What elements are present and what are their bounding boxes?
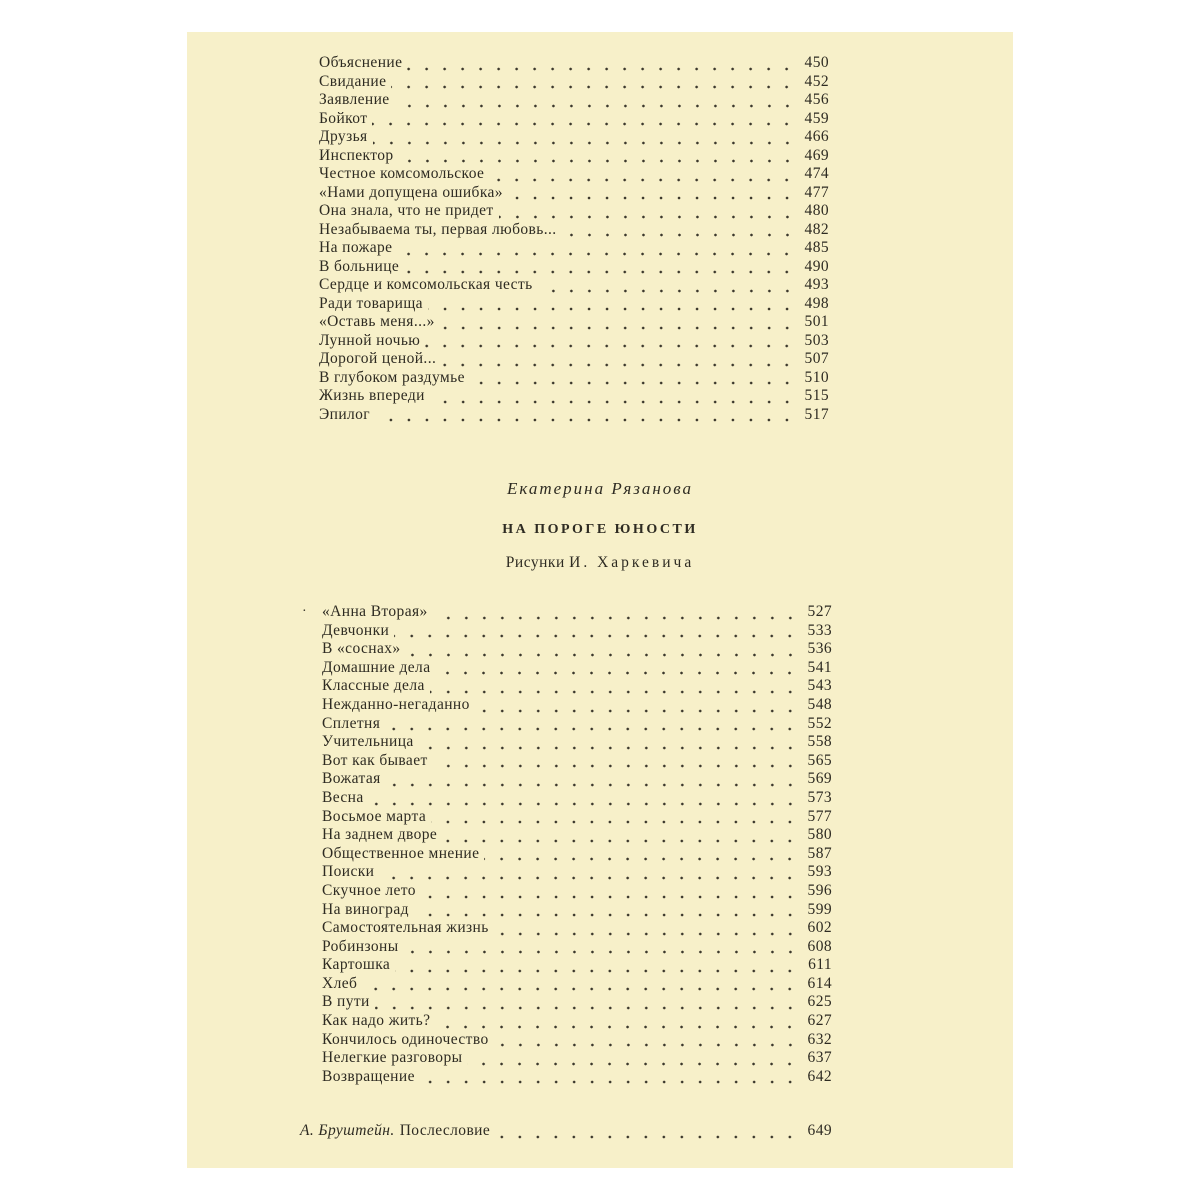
toc-entry — [319, 221, 829, 240]
toc-entry-page: 456 — [804, 91, 829, 108]
dot-leader — [420, 1068, 799, 1086]
toc-entry-page: 587 — [807, 844, 832, 862]
dot-leader — [433, 752, 799, 770]
dot-leader — [489, 166, 796, 184]
toc-entry-page: 552 — [807, 714, 832, 732]
dot-leader — [538, 277, 796, 295]
toc-entry-page: 517 — [804, 405, 829, 423]
toc-entry-title: Сердце и комсомольская честь — [319, 276, 533, 293]
toc-entry — [319, 165, 829, 184]
dot-leader — [430, 388, 796, 406]
dot-leader — [475, 697, 799, 715]
toc-entry — [322, 845, 832, 864]
toc-entry — [319, 91, 829, 110]
toc-entry-title: Эпилог — [319, 405, 371, 423]
toc-entry-page: 490 — [804, 257, 829, 275]
toc-entry — [322, 715, 832, 734]
toc-entry-page: 450 — [804, 54, 829, 71]
toc-entry-page: 536 — [807, 640, 832, 658]
dot-leader — [435, 1013, 799, 1031]
dot-leader — [433, 604, 799, 622]
toc-entry — [322, 622, 832, 641]
dot-leader — [467, 1050, 799, 1068]
toc-entry-page: 577 — [807, 807, 832, 825]
dot-leader — [431, 808, 799, 826]
toc-entry-page: 498 — [804, 294, 829, 312]
dot-leader — [362, 975, 799, 993]
toc-entry-page: 565 — [807, 751, 832, 769]
toc-entry — [322, 808, 832, 827]
dot-leader — [442, 827, 799, 845]
toc-entry — [322, 659, 832, 678]
toc-entry-page: 573 — [807, 788, 832, 806]
print-speck: · — [302, 604, 307, 619]
toc-entry-page: 480 — [804, 202, 829, 219]
toc-entry-page: 642 — [807, 1067, 832, 1085]
toc-entry — [319, 295, 829, 314]
toc-entry-title: Робинзоны — [322, 937, 399, 955]
toc-entry-page: 503 — [804, 331, 829, 349]
dot-leader — [379, 864, 799, 882]
toc-entry-title: Учительница — [322, 733, 414, 751]
dot-leader — [406, 641, 799, 659]
toc-entry-title: Возвращение — [322, 1067, 415, 1085]
toc-entry — [322, 882, 832, 901]
toc-entry-title: В больнице — [319, 257, 400, 275]
toc-entry — [319, 73, 829, 92]
toc-list-part2 — [322, 603, 832, 1086]
toc-entry-title: Вожатая — [322, 770, 381, 788]
toc-entry-title: Честное комсомольское — [319, 165, 485, 182]
dot-leader — [414, 901, 799, 919]
toc-entry — [319, 184, 829, 203]
section-author: Екатерина Рязанова — [506, 479, 694, 498]
toc-entry-title: Весна — [322, 788, 364, 806]
dot-leader — [397, 240, 796, 258]
dot-leader — [562, 221, 796, 239]
toc-entry — [319, 406, 829, 425]
section-book-title: НА ПОРОГЕ ЮНОСТИ — [502, 522, 698, 537]
toc-entry — [322, 677, 832, 696]
toc-entry — [322, 1068, 832, 1087]
dot-leader — [372, 110, 796, 128]
toc-entry-page: 599 — [807, 900, 832, 918]
afterword-entry — [300, 1121, 832, 1141]
toc-entry — [322, 938, 832, 957]
toc-entry-page: 485 — [804, 239, 829, 256]
toc-entry — [319, 202, 829, 221]
toc-entry-title: Заявление — [319, 91, 390, 108]
dot-leader — [407, 55, 796, 73]
toc-entry — [319, 369, 829, 388]
toc-entry — [322, 733, 832, 752]
toc-entry-title: «Оставь меня...» — [319, 313, 435, 330]
dot-leader — [394, 622, 799, 640]
toc-entry-page: 507 — [804, 350, 829, 367]
dot-leader — [385, 715, 799, 733]
toc-entry-title: На пожаре — [319, 239, 393, 256]
afterword-page: 649 — [807, 1122, 832, 1139]
illustrations-credit — [187, 554, 1013, 572]
toc-entry-page: 543 — [807, 677, 832, 695]
toc-entry-page: 469 — [804, 146, 829, 164]
toc-entry — [319, 332, 829, 351]
dot-leader — [484, 845, 799, 863]
toc-entry — [322, 789, 832, 808]
toc-entry-title: Друзья — [319, 128, 368, 145]
toc-entry-title: Как надо жить? — [322, 1012, 431, 1030]
toc-entry-page: 608 — [807, 937, 832, 955]
toc-entry-title: Сплетня — [322, 714, 381, 732]
toc-entry-title: На заднем дворе — [322, 826, 438, 844]
dot-leader — [375, 406, 796, 424]
toc-entry-title: Вот как бывает — [322, 751, 428, 769]
toc-entry-page: 632 — [807, 1030, 832, 1048]
illustrations-label: Рисунки — [505, 554, 565, 571]
toc-entry-page: 474 — [804, 165, 829, 182]
toc-entry-page: 452 — [804, 72, 829, 90]
toc-entry-title: Девчонки — [322, 621, 390, 639]
toc-entry-title: Нежданно-негаданно — [322, 695, 470, 713]
dot-leader — [470, 369, 796, 387]
afterword-title: Послесловие — [399, 1122, 491, 1139]
toc-entry-page: 637 — [807, 1049, 832, 1067]
illustrator-name: И. Харкевича — [569, 554, 695, 571]
toc-entry — [322, 640, 832, 659]
dot-leader — [499, 203, 796, 221]
dot-leader — [425, 332, 796, 350]
toc-entry-title: На виноград — [322, 900, 409, 918]
toc-list-part1 — [319, 54, 829, 424]
dot-leader — [419, 734, 799, 752]
toc-entry-page: 527 — [807, 603, 832, 620]
toc-entry-title: Нелегкие разговоры — [322, 1049, 463, 1067]
toc-entry — [319, 110, 829, 129]
toc-entry-page: 611 — [808, 956, 832, 974]
toc-entry-page: 510 — [804, 368, 829, 386]
toc-entry-title: Дорогой ценой... — [319, 350, 437, 367]
toc-entry — [322, 901, 832, 920]
toc-entry — [322, 975, 832, 994]
dot-leader — [421, 883, 799, 901]
dot-leader — [440, 314, 796, 332]
toc-entry — [322, 603, 832, 622]
toc-entry-page: 596 — [807, 881, 832, 899]
toc-entry — [319, 350, 829, 369]
dot-leader — [395, 957, 799, 975]
toc-entry-title: В глубоком раздумье — [319, 368, 465, 386]
toc-entry-title: Кончилось одиночество — [322, 1030, 489, 1048]
toc-entry-title: Объяснение — [319, 54, 403, 71]
dot-leader — [428, 295, 796, 313]
toc-entry-title: Ради товарища — [319, 294, 423, 312]
toc-entry — [322, 919, 832, 938]
dot-leader — [508, 184, 796, 202]
toc-entry-page: 580 — [807, 826, 832, 844]
toc-entry — [322, 993, 832, 1012]
book-page — [187, 32, 1013, 1168]
toc-entry-title: Самостоятельная жизнь — [322, 919, 489, 937]
toc-entry-title: Незабываема ты, первая любовь... — [319, 220, 557, 238]
toc-entry-title: Домашние дела — [322, 658, 431, 676]
toc-entry-page: 541 — [807, 658, 832, 676]
toc-entry-title: «Анна Вторая» — [322, 603, 428, 620]
dot-leader — [391, 73, 796, 91]
dot-leader — [404, 938, 799, 956]
toc-entry-title: Общественное мнение — [322, 844, 480, 862]
toc-entry — [322, 752, 832, 771]
dot-leader — [375, 994, 799, 1012]
toc-entry-page: 493 — [804, 276, 829, 293]
toc-entry-title: В пути — [322, 993, 370, 1011]
afterword-author: А. Бруштейн. — [300, 1122, 395, 1139]
toc-entry — [319, 128, 829, 147]
toc-entry-page: 569 — [807, 770, 832, 788]
dot-leader — [386, 771, 799, 789]
toc-entry-title: Инспектор — [319, 146, 394, 164]
toc-entry-page: 515 — [804, 387, 829, 404]
toc-entry — [319, 258, 829, 277]
toc-entry — [322, 826, 832, 845]
toc-entry — [319, 54, 829, 73]
dot-leader — [494, 1031, 799, 1049]
toc-entry-title: Классные дела — [322, 677, 425, 695]
toc-entry-page: 459 — [804, 109, 829, 127]
dot-leader — [395, 92, 796, 110]
toc-entry-page: 466 — [804, 128, 829, 145]
toc-entry — [322, 696, 832, 715]
toc-entry-page: 614 — [807, 974, 832, 992]
toc-entry — [319, 313, 829, 332]
toc-entry — [322, 1049, 832, 1068]
toc-entry — [319, 276, 829, 295]
toc-entry — [322, 1012, 832, 1031]
toc-entry-title: Бойкот — [319, 109, 368, 127]
toc-entry-title: Хлеб — [322, 974, 358, 992]
toc-entry-title: Восьмое марта — [322, 807, 427, 825]
toc-entry-title: Картошка — [322, 956, 391, 974]
toc-entry — [319, 239, 829, 258]
toc-entry — [319, 387, 829, 406]
toc-entry-title: Поиски — [322, 863, 375, 881]
dot-leader — [399, 147, 796, 165]
toc-entry — [322, 1031, 832, 1050]
toc-entry-title: Скучное лето — [322, 881, 416, 899]
dot-leader — [494, 920, 799, 938]
dot-leader — [404, 258, 796, 276]
dot-leader — [430, 678, 799, 696]
toc-entry-title: «Нами допущена ошибка» — [319, 183, 503, 201]
toc-entry-title: Свидание — [319, 72, 387, 90]
dot-leader — [435, 659, 799, 677]
dot-leader — [441, 351, 796, 369]
toc-entry-page: 558 — [807, 733, 832, 751]
dot-leader — [373, 129, 796, 147]
dot-leader — [369, 790, 799, 808]
toc-entry — [322, 863, 832, 882]
toc-entry-page: 602 — [807, 919, 832, 937]
toc-entry — [319, 147, 829, 166]
toc-entry-page: 593 — [807, 863, 832, 881]
toc-entry-page: 548 — [807, 695, 832, 713]
toc-entry-page: 625 — [807, 993, 832, 1011]
toc-entry-page: 501 — [804, 313, 829, 330]
toc-entry — [322, 956, 832, 975]
toc-entry-page: 482 — [804, 220, 829, 238]
toc-entry-title: В «соснах» — [322, 640, 401, 658]
toc-entry-title: Лунной ночью — [319, 331, 421, 349]
toc-entry — [322, 770, 832, 789]
toc-entry-title: Она знала, что не придет — [319, 202, 494, 219]
toc-entry-title: Жизнь впереди — [319, 387, 425, 404]
dot-leader — [495, 1123, 799, 1141]
toc-entry-page: 477 — [804, 183, 829, 201]
toc-entry-page: 533 — [807, 621, 832, 639]
toc-entry-page: 627 — [807, 1012, 832, 1030]
